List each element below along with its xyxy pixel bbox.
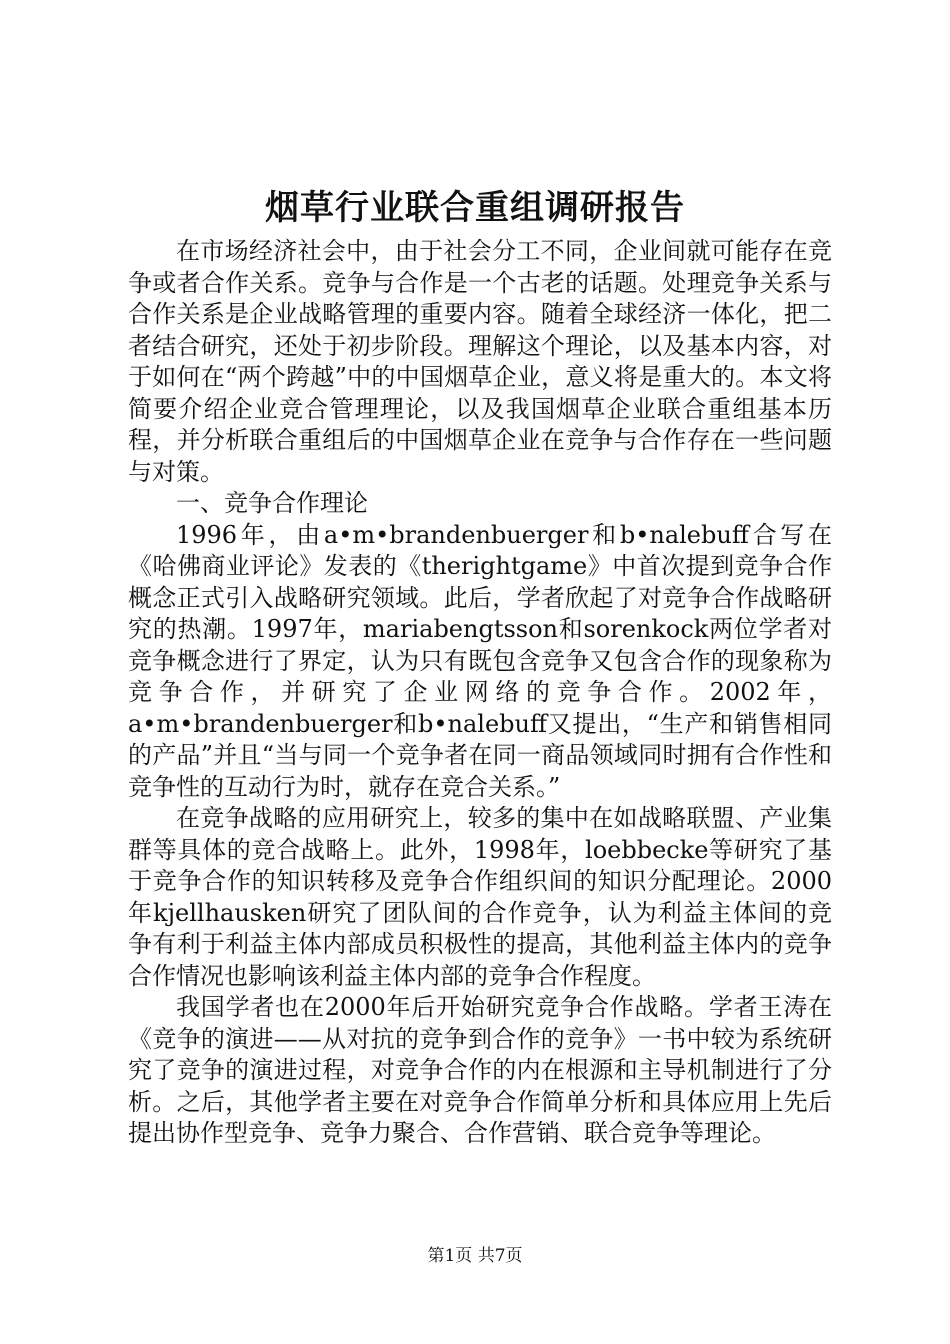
paragraph-domestic: 我国学者也在2000年后开始研究竞争合作战略。学者王涛在《竞争的演进——从对抗的竞争到合作的竞争》一书中较为系统研究了竞争的演进过程，对竞争合作的内在根源和主导机制进行了分析。之后，其他学者主要在对竞争合作简单分析和具体应用上先后提出协作型竞争、竞争力聚合、合作营销、联合竞争等理论。 <box>128 993 832 1147</box>
page-title: 烟草行业联合重组调研报告 <box>265 188 685 228</box>
paragraph-application: 在竞争战略的应用研究上，较多的集中在如战略联盟、产业集群等具体的竞合战略上。此外，1998年，loebbecke等研究了基于竞争合作的知识转移及竞争合作组织间的知识分配理论。2000年kjellhausken研究了团队间的合作竞争，认为利益主体间的竞争有利于利益主体内部成员积极性的提高，其他利益主体内的竞争合作情况也影响该利益主体内部的竞争合作程度。 <box>128 804 832 990</box>
page-footer: 第1页 共7页 <box>427 1246 523 1266</box>
section-heading: 一、竞争合作理论 <box>176 489 368 517</box>
paragraph-intro: 在市场经济社会中，由于社会分工不同，企业间就可能存在竞争或者合作关系。竞争与合作是一个古老的话题。处理竞争关系与合作关系是企业战略管理的重要内容。随着全球经济一体化，把二者结合研究，还处于初步阶段。理解这个理论，以及基本内容，对于如何在“两个跨越”中的中国烟草企业，意义将是重大的。本文将简要介绍企业竞合管理理论，以及我国烟草企业联合重组基本历程，并分析联合重组后的中国烟草企业在竞争与合作存在一些问题与对策。 <box>128 237 832 486</box>
paragraph-history: 1996年，由a•m•brandenbuerger和b•nalebuff合写在《哈佛商业评论》发表的《therightgame》中首次提到竞争合作概念正式引入战略研究领域。此后，学者欣起了对竞争合作战略研究的热潮。1997年，mariabengtsson和sorenkock两位学者对竞争概念进行了界定，认为只有既包含竞争又包含合作的现象称为竞争合作，并研究了企业网络的竞争合作。2002年，a•m•brandenbuerger和b•nalebuff又提出，“生产和销售相同的产品”并且“当与同一个竞争者在同一商品领域同时拥有合作性和竞争性的互动行为时，就存在竞合关系。” <box>128 520 832 801</box>
document-body <box>128 236 832 1150</box>
